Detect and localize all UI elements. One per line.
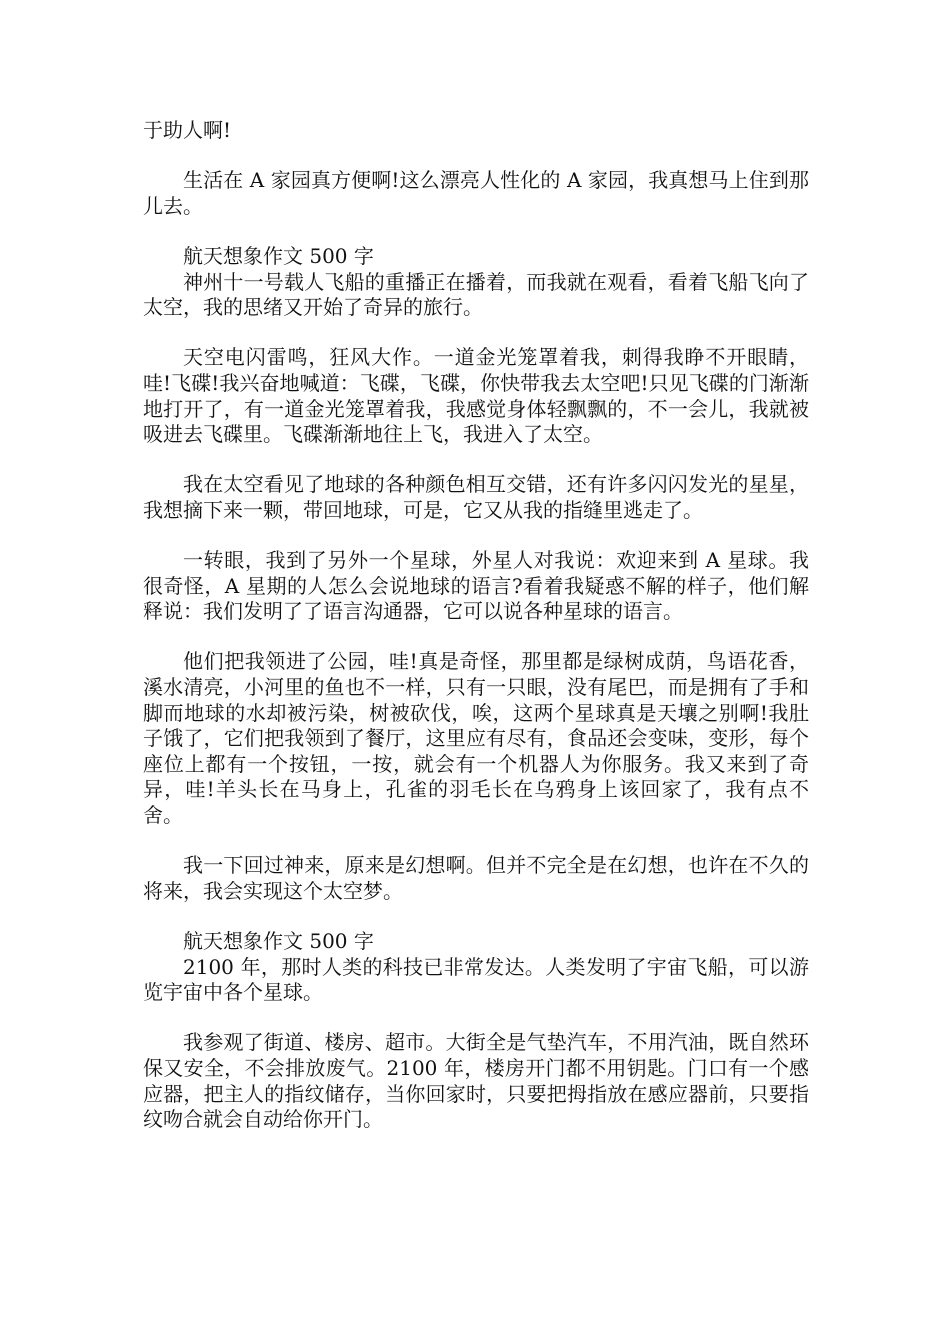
- paragraph-block: [143, 649, 809, 828]
- paragraph-block: [143, 548, 809, 625]
- section-block: [143, 244, 809, 321]
- paragraph: 他们把我领进了公园，哇!真是奇怪，那里都是绿树成荫，鸟语花香，溪水清亮，小河里的鱼也不一样，只有一只眼，没有尾巴，而是拥有了手和脚而地球的水却被污染，树被砍伐，唉，这两个星球真是天壤之别啊!我肚子饿了，它们把我领到了餐厅，这里应有尽有，食品还会变味，变形，每个座位上都有一个按钮，一按，就会有一个机器人为你服务。我又来到了奇异，哇!羊头长在马身上，孔雀的羽毛长在乌鸦身上该回家了，我有点不舍。: [143, 649, 809, 828]
- paragraph: 于助人啊!: [143, 118, 232, 142]
- paragraph: 生活在 A 家园真方便啊!这么漂亮人性化的 A 家园，我真想马上住到那儿去。: [143, 168, 809, 218]
- paragraph: 我一下回过神来，原来是幻想啊。但并不完全是在幻想，也许在不久的将来，我会实现这个太空梦。: [143, 853, 809, 903]
- paragraph: 我参观了街道、楼房、超市。大街全是气垫汽车，不用汽油，既自然环保又安全，不会排放废气。2100 年，楼房开门都不用钥匙。门口有一个感应器，把主人的指纹储存，当你回家时，只要把拇指放在感应器前，只要指纹吻合就会自动给你开门。: [143, 1030, 809, 1132]
- paragraph-block: [143, 472, 809, 523]
- paragraph: 我在太空看见了地球的各种颜色相互交错，还有许多闪闪发光的星星，我想摘下来一颗，带回地球，可是，它又从我的指缝里逃走了。: [143, 472, 809, 522]
- paragraph-block: [143, 1030, 809, 1132]
- paragraph: 神州十一号载人飞船的重播正在播着，而我就在观看，看着飞船飞向了太空，我的思绪又开始了奇异的旅行。: [143, 269, 809, 320]
- paragraph: 2100 年，那时人类的科技已非常发达。人类发明了宇宙飞船，可以游览宇宙中各个星球。: [143, 954, 809, 1005]
- document-body: [143, 118, 809, 1157]
- paragraph: 天空电闪雷鸣，狂风大作。一道金光笼罩着我，刺得我睁不开眼睛，哇!飞碟!我兴奋地喊道：飞碟，飞碟，你快带我去太空吧!只见飞碟的门渐渐地打开了，有一道金光笼罩着我，我感觉身体轻飘飘的，不一会儿，我就被吸进去飞碟里。飞碟渐渐地往上飞，我进入了太空。: [143, 345, 809, 447]
- section-title: 航天想象作文 500 字: [183, 243, 374, 268]
- paragraph-block: [143, 345, 809, 447]
- section-block: [143, 929, 809, 1006]
- section-title: 航天想象作文 500 字: [183, 929, 374, 953]
- paragraph-block: [143, 168, 809, 219]
- paragraph: 一转眼，我到了另外一个星球，外星人对我说：欢迎来到 A 星球。我很奇怪，A 星期的人怎么会说地球的语言?看着我疑惑不解的样子，他们解释说：我们发明了了语言沟通器，它可以说各种星球的语言。: [143, 548, 809, 624]
- paragraph-block: [143, 118, 809, 144]
- paragraph-block: [143, 853, 809, 904]
